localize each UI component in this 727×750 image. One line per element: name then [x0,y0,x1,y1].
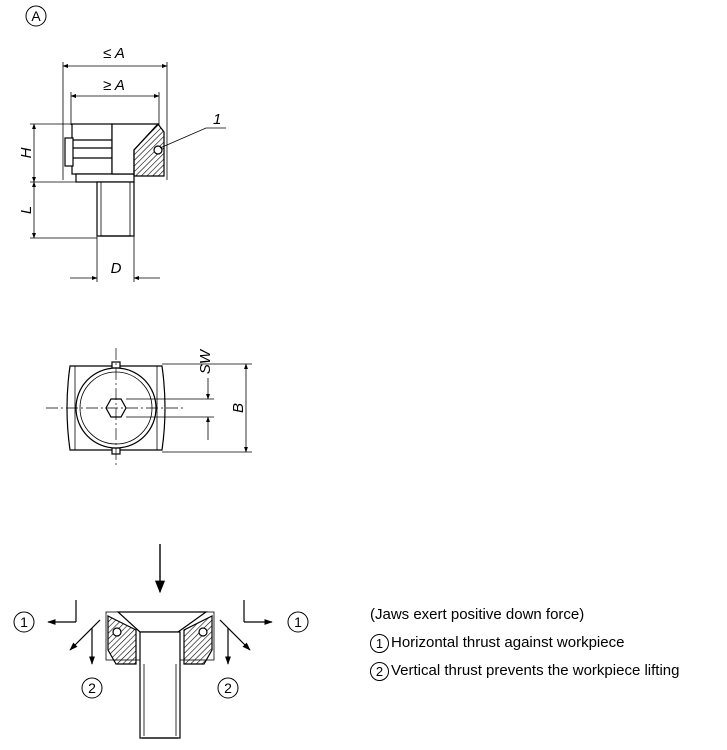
right-diagonal-arrow [220,620,250,650]
marker-1-left-text: 1 [20,614,28,630]
legend-item-1-number: 1 [370,634,389,653]
part-callout-leader [160,128,226,148]
force-view [14,544,308,738]
force-view-shank [140,632,180,738]
dim-label-min-a: ≥ A [103,77,125,94]
legend-item-2 [370,657,679,685]
clamp-body-left [72,124,112,174]
left-diagonal-arrow [70,620,100,650]
dim-label-d: D [110,260,122,277]
threaded-shank [97,182,134,236]
plan-view [46,348,252,466]
dim-label-sw: SW [197,349,214,375]
legend-intro-row [370,601,679,629]
dim-label-h: H [18,147,35,159]
dim-label-l: L [18,205,35,215]
part-callout-label: 1 [213,111,222,128]
marker-2-left-text: 2 [88,680,96,696]
view-label-text: A [31,8,41,24]
legend-item-2-number: 2 [370,662,389,681]
legend-item-1 [370,629,679,657]
marker-2-right-text: 2 [224,680,232,696]
legend [370,601,679,685]
view-label-a [26,6,46,26]
marker-1-right-text: 1 [294,614,302,630]
dim-label-max-a: ≤ A [103,45,125,62]
legend-item-1-text: Horizontal thrust against workpiece [391,634,625,651]
legend-item-2-text: Vertical thrust prevents the workpiece lifting [391,662,680,679]
side-section-view [30,62,226,282]
dim-label-b: B [230,402,247,414]
legend-intro: (Jaws exert positive down force) [370,606,585,623]
